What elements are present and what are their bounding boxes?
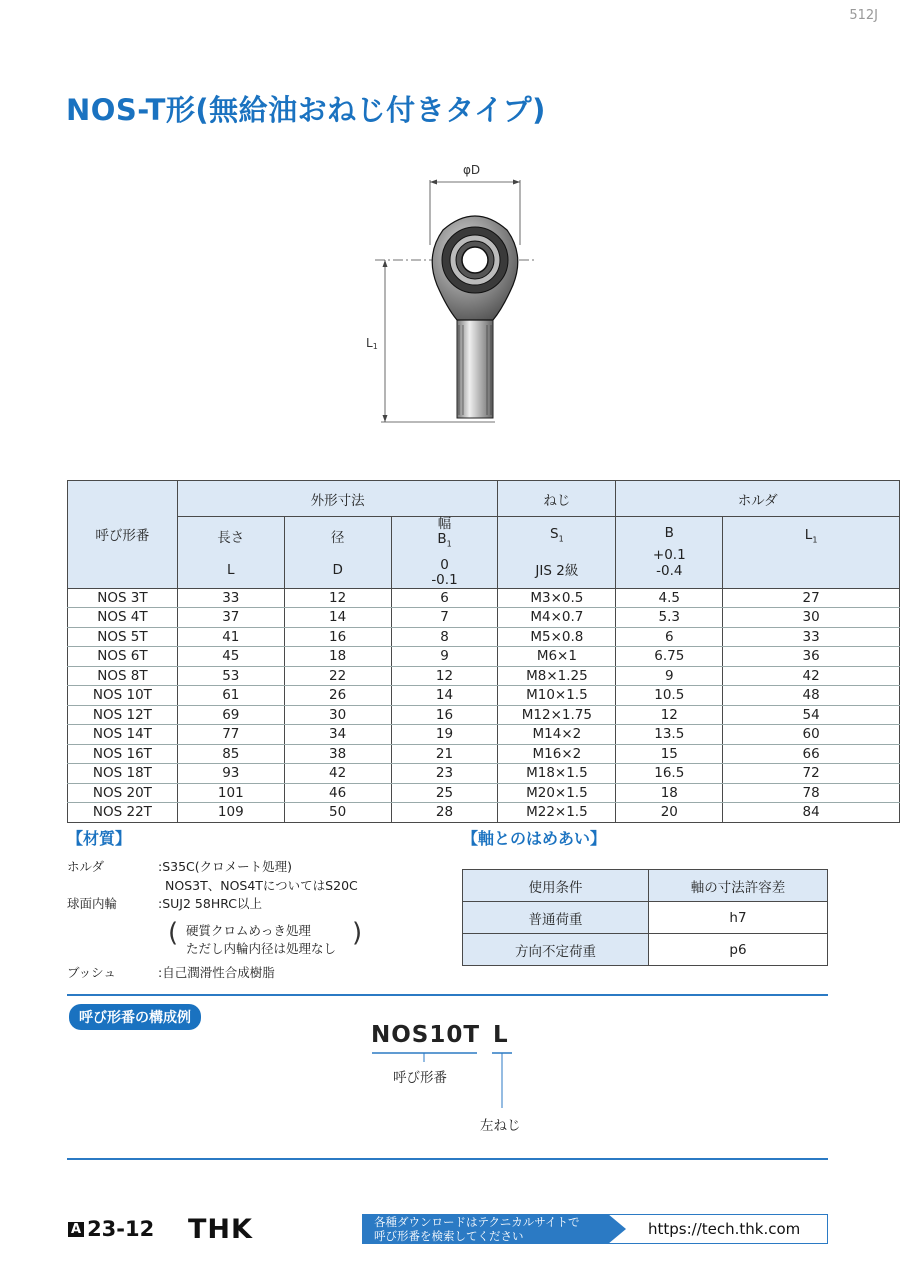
table-cell: 16 bbox=[391, 705, 498, 725]
table-cell: 69 bbox=[177, 705, 284, 725]
table-cell: 16 bbox=[284, 627, 391, 647]
fit-cell: p6 bbox=[649, 934, 828, 966]
page-number: A 23-12 bbox=[68, 1217, 154, 1241]
table-cell: 16.5 bbox=[616, 764, 723, 784]
table-row bbox=[68, 608, 900, 628]
download-line-2: 呼び形番を検索してください bbox=[374, 1229, 524, 1243]
table-cell: 85 bbox=[177, 744, 284, 764]
l1-subscript: 1 bbox=[372, 342, 378, 351]
left-thread-label: 左ねじ bbox=[480, 1118, 521, 1134]
arrow-right-icon bbox=[608, 1214, 626, 1244]
table-cell: 22 bbox=[284, 666, 391, 686]
table-cell: 8 bbox=[391, 627, 498, 647]
table-cell: 33 bbox=[723, 627, 900, 647]
table-cell: 77 bbox=[177, 725, 284, 745]
table-cell: NOS 14T bbox=[68, 725, 178, 745]
table-cell: 18 bbox=[284, 647, 391, 667]
table-cell: 12 bbox=[284, 588, 391, 608]
material-holder-note: NOS3T、NOS4TについてはS20C bbox=[165, 878, 358, 893]
model-number-label: 呼び形番 bbox=[393, 1070, 447, 1086]
download-line-1: 各種ダウンロードはテクニカルサイトで bbox=[374, 1215, 580, 1229]
table-cell: NOS 12T bbox=[68, 705, 178, 725]
material-bush-label: ブッシュ bbox=[67, 965, 116, 980]
spec-table bbox=[67, 480, 900, 823]
table-cell: 9 bbox=[391, 647, 498, 667]
table-cell: NOS 22T bbox=[68, 803, 178, 823]
table-row bbox=[68, 647, 900, 667]
table-cell: 15 bbox=[616, 744, 723, 764]
material-ball-note-2: ただし内輪内径は処理なし bbox=[186, 941, 337, 956]
table-cell: 46 bbox=[284, 783, 391, 803]
table-cell: 78 bbox=[723, 783, 900, 803]
rod-end-drawing bbox=[355, 160, 545, 440]
table-cell: 50 bbox=[284, 803, 391, 823]
table-cell: 72 bbox=[723, 764, 900, 784]
table-cell: 48 bbox=[723, 686, 900, 706]
table-cell: 14 bbox=[391, 686, 498, 706]
material-ball-label: 球面内輪 bbox=[67, 896, 118, 911]
table-cell: 6 bbox=[391, 588, 498, 608]
divider-top bbox=[67, 994, 828, 996]
model-code: NOS10T bbox=[371, 1022, 481, 1048]
header-s1: $S_1$ JIS 2級 bbox=[498, 517, 616, 589]
table-cell: M12×1.75 bbox=[498, 705, 616, 725]
fit-cell: 普通荷重 bbox=[463, 902, 649, 934]
header-b: B +0.1 -0.4 bbox=[616, 517, 723, 589]
table-row bbox=[68, 627, 900, 647]
model-suffix: L bbox=[493, 1022, 508, 1048]
fit-heading: 【軸とのはめあい】 bbox=[462, 829, 607, 848]
fit-cell: 方向不定荷重 bbox=[463, 934, 649, 966]
table-cell: 18 bbox=[616, 783, 723, 803]
table-row bbox=[68, 803, 900, 823]
fit-row bbox=[463, 934, 828, 966]
table-cell: M4×0.7 bbox=[498, 608, 616, 628]
table-cell: 23 bbox=[391, 764, 498, 784]
table-cell: 13.5 bbox=[616, 725, 723, 745]
table-cell: 10.5 bbox=[616, 686, 723, 706]
table-cell: 20 bbox=[616, 803, 723, 823]
table-cell: 21 bbox=[391, 744, 498, 764]
material-ball-value: :SUJ2 58HRC以上 bbox=[158, 896, 263, 911]
table-cell: 36 bbox=[723, 647, 900, 667]
material-holder-value: :S35C(クロメート処理) bbox=[158, 859, 293, 874]
table-cell: M16×2 bbox=[498, 744, 616, 764]
table-cell: 38 bbox=[284, 744, 391, 764]
section-letter: A bbox=[68, 1222, 84, 1237]
thk-logo: THK bbox=[188, 1214, 253, 1245]
table-cell: 60 bbox=[723, 725, 900, 745]
table-cell: NOS 6T bbox=[68, 647, 178, 667]
header-width: 幅 $B_1$ 0 -0.1 bbox=[391, 517, 498, 589]
header-l1: $L_1$ bbox=[723, 517, 900, 589]
table-cell: M20×1.5 bbox=[498, 783, 616, 803]
divider-bottom bbox=[67, 1158, 828, 1160]
table-cell: NOS 18T bbox=[68, 764, 178, 784]
fit-header-tolerance: 軸の寸法許容差 bbox=[649, 870, 828, 902]
table-cell: M8×1.25 bbox=[498, 666, 616, 686]
svg-text:L1 bbox=[366, 336, 378, 351]
table-cell: 61 bbox=[177, 686, 284, 706]
fit-header-condition: 使用条件 bbox=[463, 870, 649, 902]
table-cell: 66 bbox=[723, 744, 900, 764]
table-cell: 6.75 bbox=[616, 647, 723, 667]
table-cell: 84 bbox=[723, 803, 900, 823]
download-banner[interactable] bbox=[362, 1214, 608, 1244]
table-cell: 41 bbox=[177, 627, 284, 647]
table-cell: NOS 16T bbox=[68, 744, 178, 764]
table-cell: 30 bbox=[723, 608, 900, 628]
table-cell: 9 bbox=[616, 666, 723, 686]
header-holder: ホルダ bbox=[616, 481, 900, 517]
header-length: 長さ L bbox=[177, 517, 284, 589]
table-cell: 53 bbox=[177, 666, 284, 686]
table-cell: 93 bbox=[177, 764, 284, 784]
table-cell: NOS 10T bbox=[68, 686, 178, 706]
table-cell: NOS 4T bbox=[68, 608, 178, 628]
fit-row bbox=[463, 902, 828, 934]
table-cell: 34 bbox=[284, 725, 391, 745]
header-thread: ねじ bbox=[498, 481, 616, 517]
header-model: 呼び形番 bbox=[68, 481, 178, 589]
header-diameter: 径 D bbox=[284, 517, 391, 589]
table-row bbox=[68, 588, 900, 608]
model-example-badge: 呼び形番の構成例 bbox=[69, 1004, 201, 1030]
table-cell: 54 bbox=[723, 705, 900, 725]
table-cell: M14×2 bbox=[498, 725, 616, 745]
table-cell: 45 bbox=[177, 647, 284, 667]
material-holder-label: ホルダ bbox=[67, 859, 105, 874]
table-cell: M3×0.5 bbox=[498, 588, 616, 608]
table-cell: 19 bbox=[391, 725, 498, 745]
phi-d-label: φD bbox=[463, 163, 481, 177]
table-cell: NOS 8T bbox=[68, 666, 178, 686]
table-cell: 27 bbox=[723, 588, 900, 608]
table-cell: NOS 5T bbox=[68, 627, 178, 647]
table-cell: 37 bbox=[177, 608, 284, 628]
table-cell: 25 bbox=[391, 783, 498, 803]
table-cell: 5.3 bbox=[616, 608, 723, 628]
table-cell: M10×1.5 bbox=[498, 686, 616, 706]
table-cell: 101 bbox=[177, 783, 284, 803]
material-heading: 【材質】 bbox=[67, 829, 132, 848]
table-cell: NOS 20T bbox=[68, 783, 178, 803]
table-cell: 4.5 bbox=[616, 588, 723, 608]
table-row bbox=[68, 783, 900, 803]
page-title: NOS-T形(無給油おねじ付きタイプ) bbox=[66, 93, 546, 127]
table-cell: 42 bbox=[284, 764, 391, 784]
table-cell: 12 bbox=[616, 705, 723, 725]
table-row bbox=[68, 705, 900, 725]
material-bush-value: :自己潤滑性合成樹脂 bbox=[158, 965, 275, 980]
table-cell: 30 bbox=[284, 705, 391, 725]
tech-site-link[interactable]: https://tech.thk.com bbox=[648, 1220, 801, 1238]
table-cell: M22×1.5 bbox=[498, 803, 616, 823]
table-row bbox=[68, 725, 900, 745]
table-cell: 14 bbox=[284, 608, 391, 628]
table-cell: 6 bbox=[616, 627, 723, 647]
table-row bbox=[68, 764, 900, 784]
table-cell: 42 bbox=[723, 666, 900, 686]
page-id: 512J bbox=[849, 8, 878, 23]
fit-table bbox=[462, 869, 828, 966]
table-cell: M18×1.5 bbox=[498, 764, 616, 784]
table-cell: 28 bbox=[391, 803, 498, 823]
table-row bbox=[68, 686, 900, 706]
header-outer-dimensions: 外形寸法 bbox=[177, 481, 498, 517]
table-cell: 7 bbox=[391, 608, 498, 628]
material-ball-note-1: 硬質クロムめっき処理 bbox=[186, 923, 311, 938]
table-cell: 109 bbox=[177, 803, 284, 823]
table-cell: M5×0.8 bbox=[498, 627, 616, 647]
table-cell: 26 bbox=[284, 686, 391, 706]
table-cell: 12 bbox=[391, 666, 498, 686]
paren-open: ( bbox=[168, 918, 179, 948]
table-cell: 33 bbox=[177, 588, 284, 608]
fit-cell: h7 bbox=[649, 902, 828, 934]
table-cell: NOS 3T bbox=[68, 588, 178, 608]
paren-close: ) bbox=[352, 918, 363, 948]
table-row bbox=[68, 666, 900, 686]
table-row bbox=[68, 744, 900, 764]
l1-label: L bbox=[366, 336, 373, 350]
table-cell: M6×1 bbox=[498, 647, 616, 667]
